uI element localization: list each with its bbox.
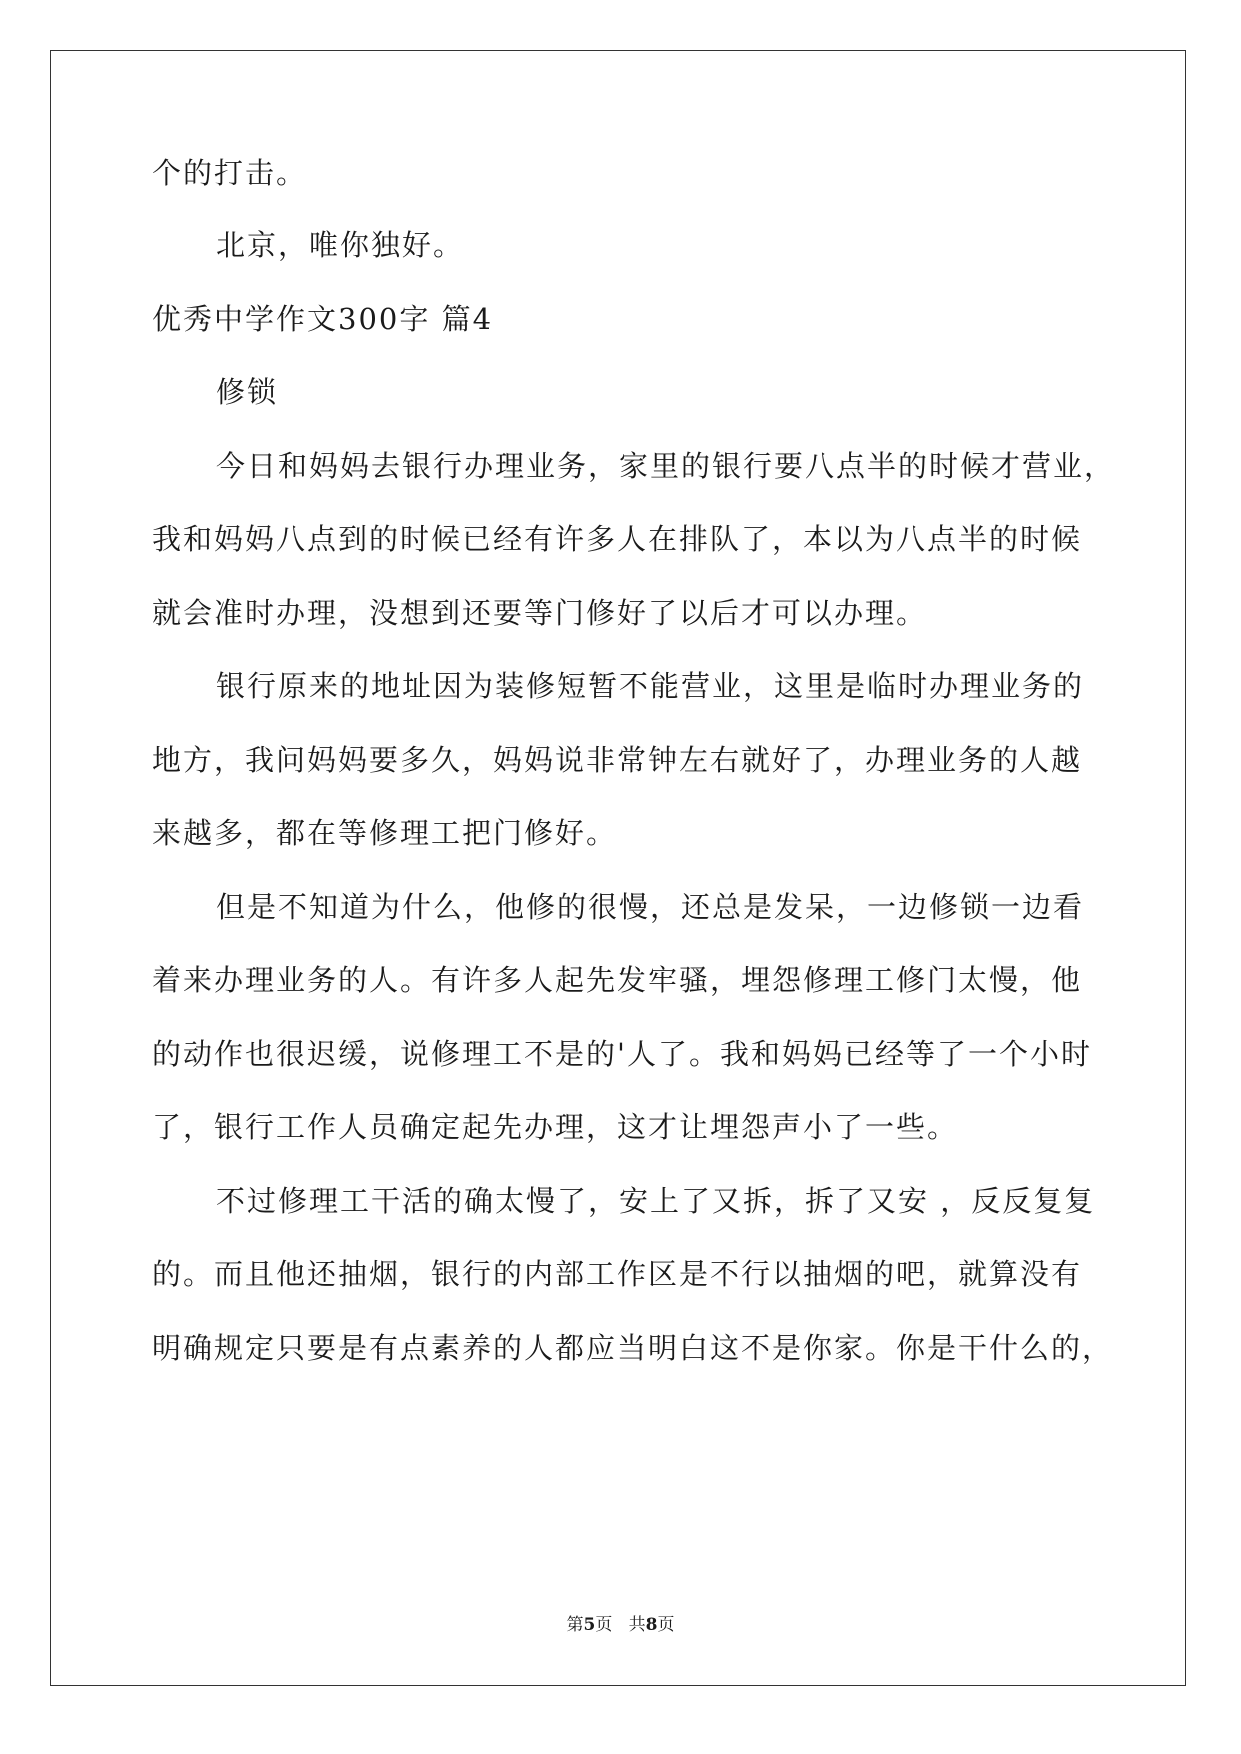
total-pages: 8: [645, 1615, 658, 1635]
page-prefix: 第: [566, 1615, 584, 1635]
page-number: 5: [583, 1615, 596, 1635]
text-line: 不过修理工干活的确太慢了，安上了又拆，拆了又安 ，反反复复: [216, 1184, 1096, 1218]
text-line: 就会准时办理，没想到还要等门修好了以后才可以办理。: [152, 596, 928, 630]
text-line: 的。而且他还抽烟，银行的内部工作区是不行以抽烟的吧，就算没有: [152, 1257, 1083, 1291]
page-border: [50, 50, 1186, 1686]
text-line: 个的打击。: [152, 156, 308, 190]
section-heading: 优秀中学作文300字 篇4: [152, 302, 494, 336]
text-line: 地方，我问妈妈要多久，妈妈说非常钟左右就好了，办理业务的人越: [152, 743, 1083, 777]
text-line: 来越多，都在等修理工把门修好。: [152, 816, 618, 850]
text-line: 着来办理业务的人。有许多人起先发牢骚，埋怨修理工修门太慢，他: [152, 963, 1083, 997]
page-suffix: 页: [595, 1615, 613, 1635]
text-line: 北京，唯你独好。: [216, 228, 465, 262]
text-line: 但是不知道为什么，他修的很慢，还总是发呆，一边修锁一边看: [216, 890, 1085, 924]
text-line: 明确规定只要是有点素养的人都应当明白这不是你家。你是干什么的，: [152, 1331, 1114, 1365]
text-line: 银行原来的地址因为装修短暂不能营业，这里是临时办理业务的: [216, 669, 1085, 703]
text-line: 我和妈妈八点到的时候已经有许多人在排队了，本以为八点半的时候: [152, 522, 1083, 556]
essay-title: 修锁: [216, 375, 279, 409]
total-prefix: 共: [628, 1615, 646, 1635]
page-footer: [0, 1613, 1241, 1637]
total-suffix: 页: [657, 1615, 675, 1635]
text-line: 了，银行工作人员确定起先办理，这才让埋怨声小了一些。: [152, 1110, 959, 1144]
text-line: 的动作也很迟缓，说修理工不是的'人了。我和妈妈已经等了一个小时: [152, 1037, 1092, 1071]
text-line: 今日和妈妈去银行办理业务，家里的银行要八点半的时候才营业，: [216, 449, 1116, 483]
